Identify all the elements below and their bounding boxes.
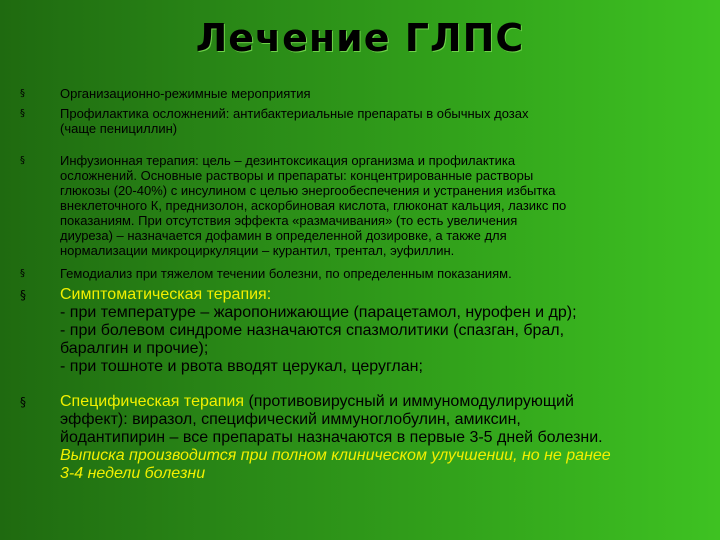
- list-item: [20, 266, 700, 281]
- item-text: Гемодиализ при тяжелом течении болезни, по определенным показаниям.: [60, 266, 512, 281]
- list-item: [20, 86, 700, 101]
- list-item: [20, 393, 700, 483]
- slide-title: Лечение ГЛПС: [195, 16, 525, 60]
- item-text: (противовирусный и иммуномодулирующий эффект): виразол, специфический иммуноглобулин, амиксин, йодантипирин – все препараты назначаются в первые 3-5 дней болезни.: [60, 393, 603, 446]
- bullet-icon: §: [20, 88, 25, 99]
- item-heading: Специфическая терапия: [60, 393, 245, 410]
- item-text: Инфузионная терапия: цель – дезинтоксикация организма и профилактика осложнений. Основные растворы и препараты: концентрированные растворы глюкозы (20-40%) с инсулином с целью энергообеспечения и устранения избытка внеклеточного К, преднизолон, аскорбиновая кислота, глюконат кальция, лазикс по показаниям. При отсутствия эффекта «размачивания» (то есть увеличения диуреза) – назначается дофамин в определенной дозировке, а также для нормализации микроциркуляции – курантил, трентал, эуфиллин.: [60, 153, 567, 258]
- item-heading: Симптоматическая терапия:: [60, 286, 272, 303]
- bullet-icon: §: [20, 395, 26, 409]
- bullet-icon: §: [20, 288, 26, 302]
- item-text: Организационно-режимные мероприятия: [60, 86, 311, 101]
- list-item: [20, 286, 700, 376]
- item-emphasis: Выписка производится при полном клиническом улучшении, но не ранее 3-4 недели болезни: [60, 447, 611, 482]
- bullet-icon: §: [20, 155, 25, 166]
- list-item: [20, 106, 700, 136]
- item-text: - при температуре – жаропонижающие (парацетамол, нурофен и др); - при болевом синдроме назначаются спазмолитики (спазган, брал, баралгин и прочие); - при тошноте и рвота вводят церукал, церуглан;: [60, 304, 577, 375]
- list-item: [20, 153, 700, 258]
- bullet-icon: §: [20, 108, 25, 119]
- item-text: Профилактика осложнений: антибактериальные препараты в обычных дозах (чаще пенициллин): [60, 106, 529, 136]
- bullet-icon: §: [20, 268, 25, 279]
